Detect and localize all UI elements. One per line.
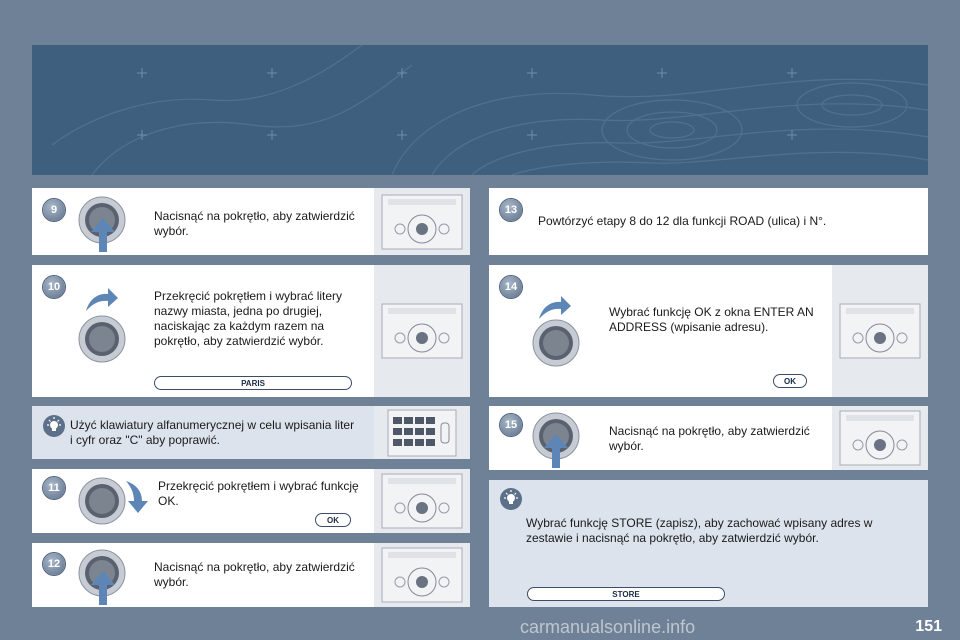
store-tip-panel <box>489 480 928 607</box>
tip-2-text: Wybrać funkcję STORE (zapisz), aby zachować wpisany adres w zestawie i nacisnąć na pokrętło, aby zatwierdzić wybór. <box>526 516 873 545</box>
step-13-text: Powtórzyć etapy 8 do 12 dla funkcji ROAD (ulica) i N°. <box>538 214 827 228</box>
keypad-image <box>374 406 470 459</box>
step-12-text: Nacisnąć na pokrętło, aby zatwierdzić wybór. <box>154 560 355 589</box>
step-number-badge: 11 <box>43 477 65 499</box>
step-10-text: Przekręcić pokrętłem i wybrać litery nazwy miasta, jedna po drugiej, naciskając za każdym razem na pokrętło, aby zatwierdzić wybór. <box>154 289 343 348</box>
step-number-badge: 13 <box>500 199 522 221</box>
push-arrow-icon <box>91 571 115 605</box>
rotary-knob-icon <box>78 477 126 525</box>
light-bulb-icon <box>43 415 65 437</box>
step-number-badge: 14 <box>500 276 522 298</box>
ok-field: OK <box>315 513 351 527</box>
rotate-arrow-icon <box>84 287 118 313</box>
control-panel-image <box>374 188 470 255</box>
rotate-arrow-icon <box>537 295 571 321</box>
control-panel-image <box>374 469 470 533</box>
keyboard-tip-panel <box>32 406 470 459</box>
push-arrow-icon <box>91 218 115 252</box>
light-bulb-icon <box>500 488 522 510</box>
rotate-arrow-icon <box>124 479 150 513</box>
step-11-panel <box>32 469 470 533</box>
step-12-panel <box>32 543 470 607</box>
step-14-panel <box>489 265 928 397</box>
control-panel-image <box>832 406 928 470</box>
step-number-badge: 15 <box>500 414 522 436</box>
step-15-text: Nacisnąć na pokrętło, aby zatwierdzić wybór. <box>609 424 810 453</box>
step-9-text: Nacisnąć na pokrętło, aby zatwierdzić wybór. <box>154 209 355 238</box>
step-11-text: Przekręcić pokrętłem i wybrać funkcję OK. <box>158 479 359 508</box>
watermark: carmanualsonline.info <box>520 617 696 637</box>
step-number-badge: 10 <box>43 276 65 298</box>
page-number: 151 <box>915 618 942 635</box>
paris-field: PARIS <box>154 376 352 390</box>
rotary-knob-icon <box>532 319 580 367</box>
rotary-knob-icon <box>78 315 126 363</box>
step-number-badge: 9 <box>43 199 65 221</box>
push-arrow-icon <box>544 434 568 468</box>
step-14-text: Wybrać funkcję OK z okna ENTER AN ADDRESS (wpisanie adresu). <box>609 305 814 334</box>
control-panel-image <box>374 543 470 607</box>
step-15-panel <box>489 406 928 470</box>
step-13-panel <box>489 188 928 255</box>
store-field: STORE <box>527 587 725 601</box>
ok-field: OK <box>773 374 807 388</box>
header-banner <box>32 45 928 175</box>
tip-1-text: Użyć klawiatury alfanumerycznej w celu wpisania liter i cyfr oraz "C" aby poprawić. <box>70 418 355 447</box>
control-panel-image <box>374 265 470 397</box>
step-9-panel <box>32 188 470 255</box>
step-number-badge: 12 <box>43 553 65 575</box>
step-10-panel <box>32 265 470 397</box>
control-panel-image <box>832 265 928 397</box>
